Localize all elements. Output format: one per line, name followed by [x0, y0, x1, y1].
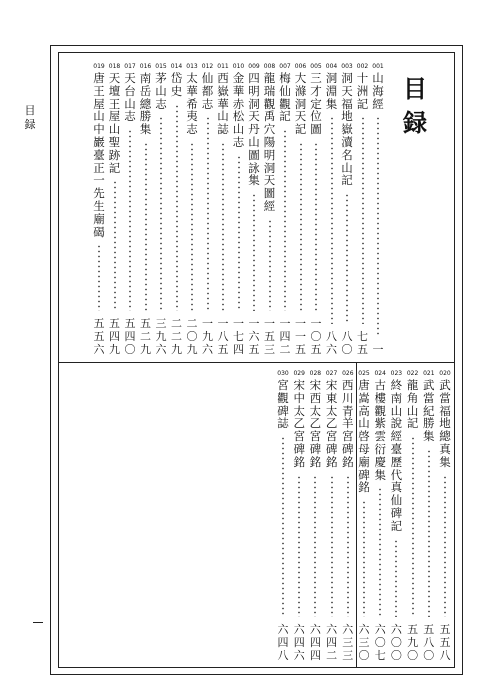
entry-title: 大 滌 洞 天 記 — [294, 71, 307, 137]
entry-number: 010 — [232, 63, 245, 70]
entry-number: 012 — [201, 63, 214, 70]
top_block-entry[interactable] — [246, 63, 262, 356]
entry-number: 026 — [342, 370, 354, 377]
entry-page: 五 五 八 — [439, 623, 451, 662]
entry-number: 003 — [341, 63, 353, 70]
bottom_block-entry[interactable] — [340, 370, 356, 662]
bottom_block-entry[interactable] — [372, 370, 388, 662]
entry-page: 一 八 五 — [217, 317, 229, 356]
leader-dots — [284, 129, 286, 311]
entry-page: 五 九 〇 — [407, 623, 419, 662]
entry-number: 028 — [309, 370, 322, 377]
leader-dots — [363, 500, 365, 617]
page-number — [33, 622, 43, 623]
entry-title: 岱 史 — [170, 71, 183, 98]
running-header: 目 録 — [24, 104, 36, 131]
leader-dots — [347, 475, 349, 617]
entry-title: 四 明 洞 天 丹 山 圖 詠 集 — [248, 71, 260, 188]
leader-dots — [176, 104, 178, 311]
entry-title: 古 樓 觀 紫 雲 衍 慶 集 — [374, 378, 386, 482]
entry-title: 西 川 青 羊 宮 碑 銘 — [342, 378, 354, 469]
entry-page: 六 三 〇 — [358, 623, 370, 662]
top_block-entry[interactable] — [355, 63, 371, 356]
bottom_block-entry[interactable] — [291, 370, 307, 662]
bottom_block-entry[interactable] — [421, 370, 437, 662]
entry-title: 茅 山 志 — [155, 71, 167, 111]
entry-title: 西 嶽 華 山 誌 — [217, 71, 229, 137]
bottom_block-entry[interactable] — [356, 370, 372, 662]
entry-title: 龍 瑞 觀 禹 穴 陽 明 洞 天 圖 經 — [263, 71, 276, 213]
leader-dots — [282, 436, 284, 617]
entry-number: 001 — [372, 63, 384, 70]
leader-dots — [222, 142, 224, 311]
top_block-entry[interactable] — [200, 63, 216, 356]
top_block-entry[interactable] — [277, 63, 293, 356]
top_block-entry[interactable] — [122, 63, 138, 356]
top_block-entry[interactable] — [138, 63, 154, 356]
entry-number: 005 — [310, 63, 322, 70]
top_block-entry[interactable] — [308, 63, 324, 356]
entry-page: 六 四 六 — [293, 623, 305, 662]
entry-number: 018 — [108, 63, 121, 70]
leader-dots — [160, 116, 162, 311]
entry-number: 015 — [155, 63, 167, 70]
entry-number: 022 — [406, 370, 419, 377]
leader-dots — [331, 116, 333, 324]
entry-title: 宋 東 太 乙 宮 碑 銘 — [325, 378, 338, 469]
bottom_block-entry[interactable] — [275, 370, 291, 662]
entry-page: 一 九 六 — [202, 317, 213, 356]
entry-title: 宋 中 太 乙 宮 碑 銘 — [293, 378, 305, 469]
leader-dots — [444, 475, 446, 617]
entry-number: 011 — [217, 63, 229, 70]
entry-page: 五 八 〇 — [423, 623, 435, 662]
entry-number: 013 — [186, 63, 198, 70]
entry-title: 終 南 山 說 經 臺 歷 代 真 仙 碑 記 — [390, 378, 403, 533]
leader-dots — [377, 116, 379, 337]
entry-title: 武 當 福 地 總 真 集 — [439, 378, 451, 469]
entry-page: 五 五 六 — [93, 317, 105, 356]
top_block-entry[interactable] — [169, 63, 185, 356]
leader-dots — [428, 449, 430, 617]
entry-page: 一 六 五 — [248, 317, 260, 356]
entry-page: 一 〇 五 — [310, 317, 322, 356]
entry-title: 三 才 定 位 圖 — [310, 71, 322, 137]
entry-page: 一 四 二 — [279, 317, 291, 356]
entry-page: 五 二 九 — [140, 317, 151, 356]
leader-dots — [395, 539, 397, 617]
entry-number: 014 — [170, 63, 183, 70]
top_block-entry[interactable] — [215, 63, 231, 356]
leader-dots — [253, 193, 255, 311]
bottom_block-entry[interactable] — [307, 370, 323, 662]
entry-page: 二 〇 九 — [186, 317, 198, 356]
top_block-entry[interactable] — [107, 63, 123, 356]
entry-page: 二 二 九 — [171, 317, 182, 356]
entry-number: 009 — [248, 63, 260, 70]
entry-number: 008 — [263, 63, 276, 70]
top_block-entry[interactable] — [262, 63, 278, 356]
leader-dots — [191, 142, 193, 311]
entry-number: 002 — [356, 63, 369, 70]
entry-number: 016 — [139, 63, 152, 70]
entry-page: 一 — [372, 343, 384, 356]
entry-number: 020 — [439, 370, 451, 377]
entry-page: 六 四 二 — [326, 623, 338, 662]
entry-number: 023 — [390, 370, 403, 377]
toc-heading: 目 録 — [403, 74, 427, 137]
entry-number: 004 — [325, 63, 338, 70]
entry-number: 029 — [293, 370, 305, 377]
entry-title: 唐 嵩 高 山 啓 母 廟 碑 銘 — [358, 378, 370, 495]
top_block-entry[interactable] — [293, 63, 309, 356]
leader-dots — [379, 487, 381, 617]
top_block-entry[interactable] — [231, 63, 247, 356]
top_block-entry[interactable] — [91, 63, 107, 356]
entry-title: 龍 角 山 記 — [406, 378, 419, 431]
entry-page: 一 一 五 — [295, 317, 306, 356]
leader-dots — [98, 244, 100, 311]
entry-page: 八 六 — [326, 330, 337, 356]
entry-number: 006 — [294, 63, 307, 70]
leader-dots — [114, 180, 116, 311]
leader-dots — [412, 436, 414, 617]
entry-number: 025 — [358, 370, 370, 377]
entry-title: 洞 天 福 地 嶽 瀆 名 山 記 — [341, 71, 353, 188]
leader-dots — [145, 142, 147, 311]
block-divider — [58, 362, 455, 363]
entry-page: 三 九 六 — [155, 317, 167, 356]
leader-dots — [331, 475, 333, 617]
entry-title: 太 華 希 夷 志 — [186, 71, 198, 137]
entry-title: 南 岳 總 勝 集 — [139, 71, 152, 137]
leader-dots — [129, 129, 131, 311]
entry-title: 天 壇 王 屋 山 聖 跡 記 — [108, 71, 121, 175]
entry-page: 六 三 三 — [342, 623, 354, 662]
bottom_block-entry[interactable] — [405, 370, 421, 662]
entry-page: 六 四 八 — [277, 623, 289, 662]
entry-number: 027 — [325, 370, 338, 377]
entry-title: 武 當 紀 勝 集 — [423, 378, 435, 444]
entry-page: 五 四 九 — [109, 317, 120, 356]
entry-page: 一 五 三 — [264, 317, 275, 356]
entry-title: 金 華 赤 松 山 志 — [232, 71, 245, 149]
leader-dots — [314, 475, 316, 617]
entry-page: 六 〇 〇 — [390, 623, 402, 662]
entry-number: 019 — [93, 63, 105, 70]
bottom_block-entry[interactable] — [324, 370, 340, 662]
leader-dots — [238, 155, 240, 311]
entry-page: 七 五 — [357, 330, 368, 356]
top_block-entry[interactable] — [324, 63, 340, 356]
entry-page: 八 〇 — [341, 330, 353, 356]
leader-dots — [315, 142, 317, 311]
leader-dots — [269, 219, 271, 311]
entry-title: 山 海 經 — [372, 71, 384, 111]
leader-dots — [207, 116, 209, 311]
top_block-entry[interactable] — [153, 63, 169, 356]
leader-dots — [362, 116, 364, 324]
entry-page: 五 四 〇 — [124, 317, 136, 356]
entry-number: 017 — [124, 63, 136, 70]
top_block-entry[interactable] — [339, 63, 355, 356]
entry-title: 梅 仙 觀 記 — [279, 71, 291, 124]
bottom_block-entry[interactable] — [388, 370, 404, 662]
entry-title: 仙 都 志 — [201, 71, 214, 111]
entry-number: 021 — [423, 370, 435, 377]
leader-dots — [298, 475, 300, 617]
entry-title: 天 台 山 志 — [124, 71, 136, 124]
top_block-entry[interactable] — [184, 63, 200, 356]
entry-title: 十 洲 記 — [356, 71, 369, 111]
entry-title: 宮 觀 碑 誌 — [277, 378, 289, 431]
entry-title: 唐 王 屋 山 中 巖 臺 正 一 先 生 廟 碣 — [93, 71, 105, 239]
entry-number: 007 — [279, 63, 291, 70]
entry-title: 宋 西 太 乙 宮 碑 銘 — [309, 378, 322, 469]
entry-number: 024 — [374, 370, 386, 377]
entry-number: 030 — [277, 370, 289, 377]
bottom_block-entry[interactable] — [437, 370, 453, 662]
entry-title: 洞 淵 集 — [325, 71, 338, 111]
leader-dots — [300, 142, 302, 311]
entry-page: 一 七 四 — [233, 317, 244, 356]
entry-page: 六 〇 七 — [374, 623, 386, 662]
entry-page: 六 四 四 — [309, 623, 321, 662]
leader-dots — [346, 193, 348, 324]
top_block-entry[interactable] — [370, 63, 386, 356]
